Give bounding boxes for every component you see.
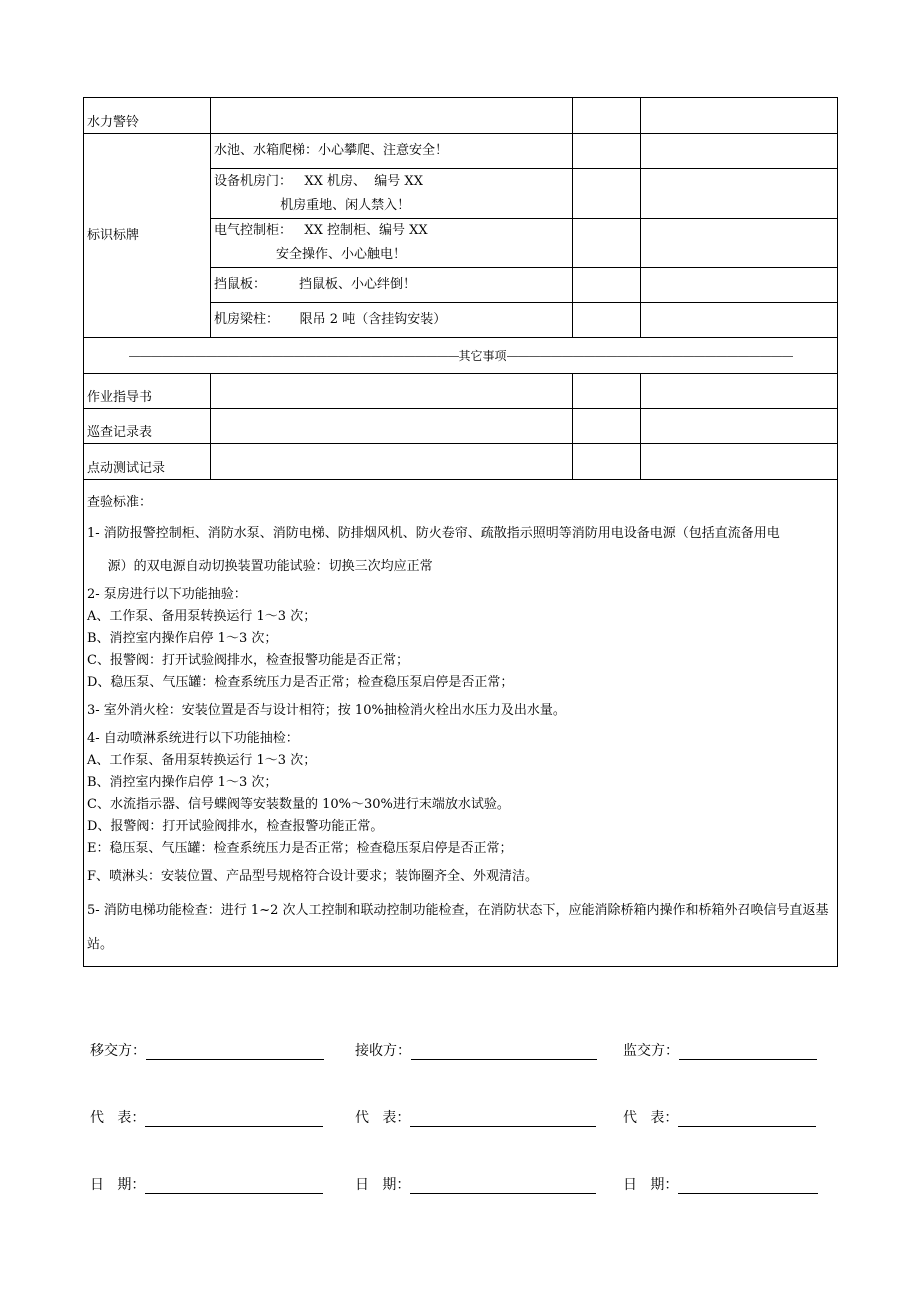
row-standards — [84, 480, 838, 967]
row-guide — [84, 374, 838, 409]
supervising-party-field[interactable] — [679, 1043, 817, 1060]
cell-empty[interactable] — [641, 219, 838, 268]
cell-empty[interactable] — [211, 374, 573, 409]
signature-row-representative — [90, 1107, 850, 1131]
cell-empty[interactable] — [573, 219, 641, 268]
receiving-party-field[interactable] — [411, 1043, 597, 1060]
cell-empty[interactable] — [573, 444, 641, 480]
cell-empty[interactable] — [641, 409, 838, 444]
label-patrol: 巡查记录表 — [84, 409, 211, 444]
cell-empty[interactable] — [641, 444, 838, 480]
cell-empty[interactable] — [641, 374, 838, 409]
standard-4c: C、水流指示器、信号蝶阀等安装数量的 10%～30%进行末端放水试验。 — [87, 797, 510, 812]
standards-heading: 查验标准： — [87, 495, 153, 510]
handover-rep-label: 代 表： — [90, 1110, 146, 1126]
label-test: 点动测试记录 — [84, 444, 211, 480]
cell-empty[interactable] — [641, 268, 838, 303]
cell-empty[interactable] — [573, 374, 641, 409]
standard-3: 3- 室外消火栓：安装位置是否与设计相符；按 10%抽检消火栓出水压力及出水量。 — [87, 703, 566, 718]
standard-2a: A、工作泵、备用泵转换运行 1～3 次； — [87, 609, 317, 624]
cell-empty[interactable] — [641, 169, 838, 219]
separator-right: —————————————————————————— — [506, 348, 793, 363]
standard-4f: F、喷淋头：安装位置、产品型号规格符合设计要求；装饰圈齐全、外观清洁。 — [87, 869, 539, 884]
standard-4b: B、消控室内操作启停 1～3 次； — [87, 775, 278, 790]
standard-5: 5- 消防电梯功能检查：进行 1~2 次人工控制和联动控制功能检查，在消防状态下，应能消除桥箱内操作和桥箱外召唤信号直返基站。 — [87, 903, 829, 952]
standards-text — [87, 492, 834, 962]
cell-empty[interactable] — [573, 169, 641, 219]
row-signage-1 — [84, 134, 838, 169]
cell-empty[interactable] — [573, 134, 641, 169]
supervising-date-label: 日 期： — [623, 1177, 679, 1193]
standard-4: 4- 自动喷淋系统进行以下功能抽检： — [87, 731, 299, 746]
signage-item: 设备机房门： XX 机房、 编号 XX 机房重地、闲人禁入！ — [211, 169, 573, 219]
standard-4d: D、报警阀：打开试验阀排水，检查报警功能正常。 — [87, 819, 384, 834]
supervising-party-label: 监交方： — [623, 1043, 679, 1059]
supervising-rep-field[interactable] — [678, 1110, 816, 1127]
cell-empty[interactable] — [573, 98, 641, 134]
receiving-date-label: 日 期： — [355, 1177, 411, 1193]
standard-2b: B、消控室内操作启停 1～3 次； — [87, 631, 278, 646]
supervising-rep-label: 代 表： — [623, 1110, 679, 1126]
handover-party-field[interactable] — [146, 1043, 324, 1060]
row-separator — [84, 338, 838, 374]
row-test — [84, 444, 838, 480]
separator-title: 其它事项 — [458, 348, 507, 363]
receiving-date-field[interactable] — [410, 1177, 596, 1194]
cell-empty[interactable] — [641, 98, 838, 134]
signature-row-date — [90, 1174, 850, 1198]
receiving-party-label: 接收方： — [355, 1043, 411, 1059]
row-patrol — [84, 409, 838, 444]
standard-4e: E：稳压泵、气压罐：检查系统压力是否正常；检查稳压泵启停是否正常； — [87, 841, 513, 856]
cell-empty[interactable] — [573, 409, 641, 444]
cell-empty[interactable] — [211, 409, 573, 444]
signage-item: 水池、水箱爬梯：小心攀爬、注意安全！ — [211, 134, 573, 169]
section-separator — [84, 338, 838, 374]
standard-1: 1- 消防报警控制柜、消防水泵、消防电梯、防排烟风机、防火卷帘、疏散指示照明等消防用电设备电源（包括直流备用电 — [87, 526, 780, 541]
handover-date-label: 日 期： — [90, 1177, 146, 1193]
receiving-rep-field[interactable] — [410, 1110, 596, 1127]
supervising-date-field[interactable] — [678, 1177, 818, 1194]
cell-empty[interactable] — [211, 98, 573, 134]
standard-2: 2- 泵房进行以下功能抽验： — [87, 587, 247, 602]
signage-item: 挡鼠板： 挡鼠板、小心绊倒！ — [211, 268, 573, 303]
standards-cell — [84, 480, 838, 967]
row-alarm — [84, 98, 838, 134]
label-guide: 作业指导书 — [84, 374, 211, 409]
signage-item: 机房梁柱： 限吊 2 吨（含挂钩安装） — [211, 303, 573, 338]
cell-empty[interactable] — [573, 303, 641, 338]
signage-item: 电气控制柜： XX 控制柜、编号 XX 安全操作、小心触电！ — [211, 219, 573, 268]
label-signage: 标识标牌 — [84, 134, 211, 338]
label-alarm: 水力警铃 — [84, 98, 211, 134]
standard-2c: C、报警阀：打开试验阀排水，检查报警功能是否正常； — [87, 653, 409, 668]
inspection-table — [83, 97, 838, 967]
standard-4a: A、工作泵、备用泵转换运行 1～3 次； — [87, 753, 317, 768]
handover-party-label: 移交方： — [90, 1043, 146, 1059]
cell-empty[interactable] — [641, 134, 838, 169]
cell-empty[interactable] — [573, 268, 641, 303]
standard-1b: 源）的双电源自动切换装置功能试验：切换三次均应正常 — [87, 559, 433, 574]
standard-2d: D、稳压泵、气压罐：检查系统压力是否正常；检查稳压泵启停是否正常； — [87, 675, 514, 690]
signature-row-parties — [90, 1040, 850, 1064]
handover-date-field[interactable] — [145, 1177, 323, 1194]
handover-rep-field[interactable] — [145, 1110, 323, 1127]
cell-empty[interactable] — [641, 303, 838, 338]
receiving-rep-label: 代 表： — [355, 1110, 411, 1126]
cell-empty[interactable] — [211, 444, 573, 480]
separator-left: —————————————————————————————— — [128, 348, 459, 363]
